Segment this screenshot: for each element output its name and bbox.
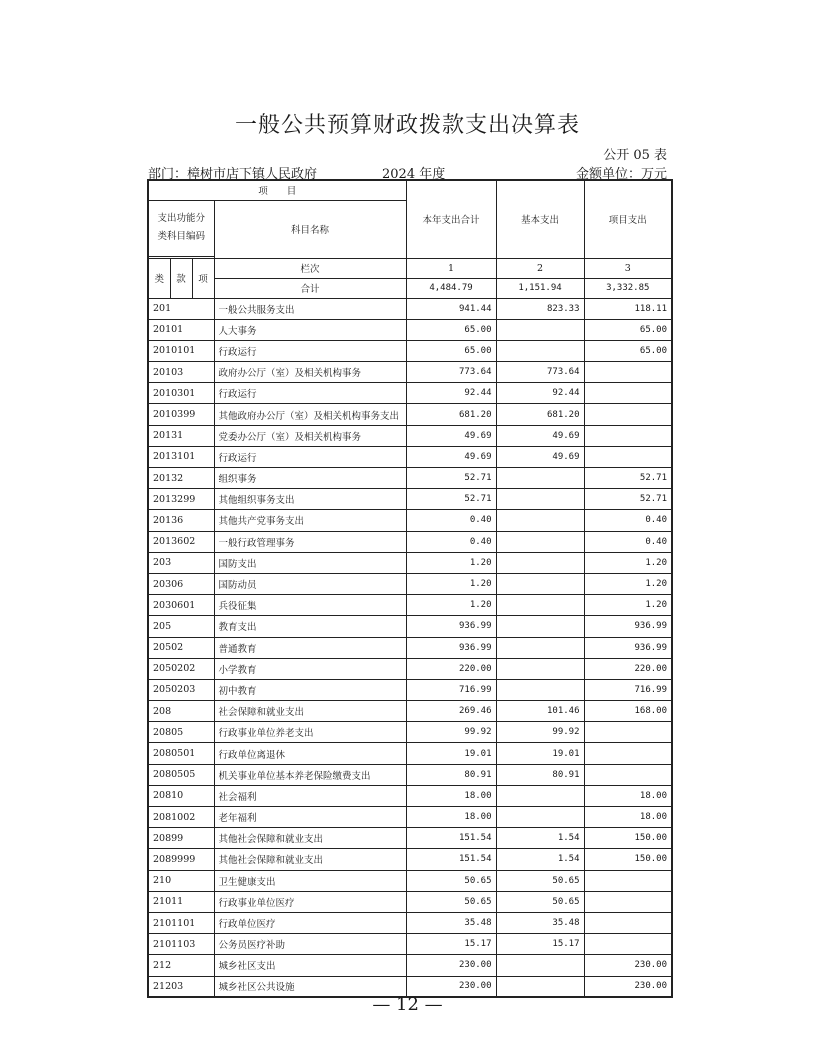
row-basic: 823.33 xyxy=(496,298,584,319)
row-subject-name: 行政单位离退休 xyxy=(214,743,406,764)
row-total: 49.69 xyxy=(406,446,496,467)
row-project xyxy=(584,870,672,891)
row-subject-name: 兵役征集 xyxy=(214,595,406,616)
row-basic: 92.44 xyxy=(496,383,584,404)
row-code: 205 xyxy=(148,616,214,637)
row-basic xyxy=(496,637,584,658)
row-total: 18.00 xyxy=(406,785,496,806)
row-subject-name: 人大事务 xyxy=(214,319,406,340)
table-row xyxy=(148,679,672,700)
row-project xyxy=(584,934,672,955)
row-basic xyxy=(496,489,584,510)
row-basic: 80.91 xyxy=(496,764,584,785)
header-col3: 3 xyxy=(584,258,672,278)
row-subject-name: 国防支出 xyxy=(214,552,406,573)
row-total: 230.00 xyxy=(406,955,496,976)
table-row xyxy=(148,828,672,849)
table-row xyxy=(148,701,672,722)
row-total: 50.65 xyxy=(406,891,496,912)
row-subject-name: 组织事务 xyxy=(214,468,406,489)
row-subject-name: 教育支出 xyxy=(214,616,406,637)
row-total: 0.40 xyxy=(406,510,496,531)
row-subject-name: 社会福利 xyxy=(214,785,406,806)
row-total: 49.69 xyxy=(406,425,496,446)
row-subject-name: 社会保障和就业支出 xyxy=(214,701,406,722)
row-subject-name: 小学教育 xyxy=(214,658,406,679)
table-row xyxy=(148,764,672,785)
row-code: 20101 xyxy=(148,319,214,340)
row-basic: 50.65 xyxy=(496,891,584,912)
fiscal-year: 2024 年度 xyxy=(382,167,446,182)
row-total: 92.44 xyxy=(406,383,496,404)
row-basic: 49.69 xyxy=(496,425,584,446)
row-basic xyxy=(496,552,584,573)
row-subject-name: 公务员医疗补助 xyxy=(214,934,406,955)
row-subject-name: 行政单位医疗 xyxy=(214,912,406,933)
table-row xyxy=(148,510,672,531)
row-subject-name: 其他社会保障和就业支出 xyxy=(214,849,406,870)
row-code: 20805 xyxy=(148,722,214,743)
table-row xyxy=(148,573,672,594)
row-total: 269.46 xyxy=(406,701,496,722)
row-project: 936.99 xyxy=(584,637,672,658)
row-code: 21011 xyxy=(148,891,214,912)
header-kuan: 款 xyxy=(170,258,192,298)
table-row xyxy=(148,468,672,489)
table-row xyxy=(148,807,672,828)
total-row-total: 4,484.79 xyxy=(406,278,496,298)
row-project: 168.00 xyxy=(584,701,672,722)
table-row xyxy=(148,531,672,552)
header-subject-name: 科目名称 xyxy=(214,200,406,258)
row-total: 80.91 xyxy=(406,764,496,785)
row-subject-name: 一般公共服务支出 xyxy=(214,298,406,319)
row-basic: 15.17 xyxy=(496,934,584,955)
row-basic xyxy=(496,807,584,828)
row-project xyxy=(584,743,672,764)
row-code: 2010101 xyxy=(148,340,214,361)
table-row xyxy=(148,722,672,743)
row-basic xyxy=(496,955,584,976)
row-basic: 101.46 xyxy=(496,701,584,722)
row-project xyxy=(584,912,672,933)
table-row xyxy=(148,934,672,955)
row-subject-name: 机关事业单位基本养老保险缴费支出 xyxy=(214,764,406,785)
row-total: 773.64 xyxy=(406,362,496,383)
header-col2: 2 xyxy=(496,258,584,278)
row-total: 936.99 xyxy=(406,637,496,658)
row-subject-name: 行政运行 xyxy=(214,383,406,404)
row-basic xyxy=(496,616,584,637)
table-row xyxy=(148,849,672,870)
row-subject-name: 一般行政管理事务 xyxy=(214,531,406,552)
row-project: 18.00 xyxy=(584,785,672,806)
row-total: 15.17 xyxy=(406,934,496,955)
row-project: 65.00 xyxy=(584,319,672,340)
row-project xyxy=(584,722,672,743)
row-subject-name: 城乡社区支出 xyxy=(214,955,406,976)
table-row xyxy=(148,891,672,912)
table-row xyxy=(148,446,672,467)
header-xiang: 项 xyxy=(192,258,214,298)
row-total: 65.00 xyxy=(406,319,496,340)
header-lanci: 栏次 xyxy=(214,258,406,278)
table-row xyxy=(148,404,672,425)
row-project: 230.00 xyxy=(584,955,672,976)
row-code: 201 xyxy=(148,298,214,319)
row-subject-name: 行政事业单位医疗 xyxy=(214,891,406,912)
row-code: 20899 xyxy=(148,828,214,849)
row-basic xyxy=(496,468,584,489)
row-total: 52.71 xyxy=(406,468,496,489)
row-total: 716.99 xyxy=(406,679,496,700)
row-subject-name: 老年福利 xyxy=(214,807,406,828)
table-row xyxy=(148,298,672,319)
row-project: 18.00 xyxy=(584,807,672,828)
row-code: 2030601 xyxy=(148,595,214,616)
header-total: 本年支出合计 xyxy=(406,180,496,258)
table-row xyxy=(148,489,672,510)
row-subject-name: 行政运行 xyxy=(214,446,406,467)
row-code: 208 xyxy=(148,701,214,722)
header-func-code: 支出功能分类科目编码 xyxy=(148,200,214,256)
row-total: 941.44 xyxy=(406,298,496,319)
row-subject-name: 城乡社区公共设施 xyxy=(214,976,406,997)
row-code: 20136 xyxy=(148,510,214,531)
row-project: 0.40 xyxy=(584,510,672,531)
row-code: 2101101 xyxy=(148,912,214,933)
row-total: 1.20 xyxy=(406,552,496,573)
row-total: 50.65 xyxy=(406,870,496,891)
row-project xyxy=(584,383,672,404)
row-subject-name: 政府办公厅（室）及相关机构事务 xyxy=(214,362,406,383)
row-code: 20810 xyxy=(148,785,214,806)
row-total: 1.20 xyxy=(406,573,496,594)
table-row xyxy=(148,870,672,891)
row-basic xyxy=(496,510,584,531)
row-code: 20131 xyxy=(148,425,214,446)
document-title: 一般公共预算财政拨款支出决算表 xyxy=(234,113,580,138)
row-total: 1.20 xyxy=(406,595,496,616)
row-code: 2101103 xyxy=(148,934,214,955)
row-subject-name: 其他组织事务支出 xyxy=(214,489,406,510)
row-code: 203 xyxy=(148,552,214,573)
row-code: 2089999 xyxy=(148,849,214,870)
row-project: 52.71 xyxy=(584,489,672,510)
table-row xyxy=(148,785,672,806)
row-project: 150.00 xyxy=(584,849,672,870)
table-row xyxy=(148,637,672,658)
row-total: 65.00 xyxy=(406,340,496,361)
row-project: 150.00 xyxy=(584,828,672,849)
table-row xyxy=(148,912,672,933)
row-total: 35.48 xyxy=(406,912,496,933)
row-code: 20132 xyxy=(148,468,214,489)
page-number: — 12 — xyxy=(372,994,443,1015)
row-subject-name: 行政事业单位养老支出 xyxy=(214,722,406,743)
row-total: 681.20 xyxy=(406,404,496,425)
row-code: 2081002 xyxy=(148,807,214,828)
row-code: 210 xyxy=(148,870,214,891)
table-row xyxy=(148,743,672,764)
row-project: 0.40 xyxy=(584,531,672,552)
row-basic: 1.54 xyxy=(496,849,584,870)
row-project: 118.11 xyxy=(584,298,672,319)
row-total: 99.92 xyxy=(406,722,496,743)
row-project: 65.00 xyxy=(584,340,672,361)
row-total: 230.00 xyxy=(406,976,496,997)
row-basic: 50.65 xyxy=(496,870,584,891)
row-subject-name: 国防动员 xyxy=(214,573,406,594)
row-project: 230.00 xyxy=(584,976,672,997)
row-basic: 49.69 xyxy=(496,446,584,467)
row-total: 52.71 xyxy=(406,489,496,510)
row-basic xyxy=(496,340,584,361)
row-total: 18.00 xyxy=(406,807,496,828)
form-number: 公开 05 表 xyxy=(603,148,667,163)
row-project: 220.00 xyxy=(584,658,672,679)
row-total: 220.00 xyxy=(406,658,496,679)
header-col1: 1 xyxy=(406,258,496,278)
row-basic xyxy=(496,679,584,700)
row-project: 1.20 xyxy=(584,552,672,573)
row-subject-name: 行政运行 xyxy=(214,340,406,361)
total-row-project: 3,332.85 xyxy=(584,278,672,298)
row-project xyxy=(584,404,672,425)
header-basic: 基本支出 xyxy=(496,180,584,258)
row-basic: 19.01 xyxy=(496,743,584,764)
row-subject-name: 党委办公厅（室）及相关机构事务 xyxy=(214,425,406,446)
department-label: 部门：樟树市店下镇人民政府 xyxy=(148,167,318,182)
row-project xyxy=(584,446,672,467)
header-project-exp: 项目支出 xyxy=(584,180,672,258)
row-subject-name: 其他共产党事务支出 xyxy=(214,510,406,531)
row-subject-name: 其他政府办公厅（室）及相关机构事务支出 xyxy=(214,404,406,425)
row-subject-name: 卫生健康支出 xyxy=(214,870,406,891)
row-project: 936.99 xyxy=(584,616,672,637)
header-lei: 类 xyxy=(148,258,170,298)
row-code: 2080501 xyxy=(148,743,214,764)
row-code: 212 xyxy=(148,955,214,976)
row-code: 2010399 xyxy=(148,404,214,425)
row-total: 19.01 xyxy=(406,743,496,764)
row-code: 20502 xyxy=(148,637,214,658)
row-total: 0.40 xyxy=(406,531,496,552)
row-code: 20103 xyxy=(148,362,214,383)
row-code: 2013299 xyxy=(148,489,214,510)
amount-unit: 金额单位：万元 xyxy=(575,167,667,182)
row-code: 2050202 xyxy=(148,658,214,679)
table-row xyxy=(148,340,672,361)
row-basic xyxy=(496,531,584,552)
total-row-label: 合计 xyxy=(214,278,406,298)
table-row xyxy=(148,616,672,637)
row-code: 2050203 xyxy=(148,679,214,700)
row-basic xyxy=(496,595,584,616)
header-project: 项 目 xyxy=(148,180,406,200)
row-subject-name: 初中教育 xyxy=(214,679,406,700)
row-basic xyxy=(496,319,584,340)
row-basic: 681.20 xyxy=(496,404,584,425)
row-subject-name: 普通教育 xyxy=(214,637,406,658)
row-basic: 773.64 xyxy=(496,362,584,383)
row-basic: 1.54 xyxy=(496,828,584,849)
row-subject-name: 其他社会保障和就业支出 xyxy=(214,828,406,849)
table-row xyxy=(148,362,672,383)
row-total: 936.99 xyxy=(406,616,496,637)
row-code: 20306 xyxy=(148,573,214,594)
row-project: 716.99 xyxy=(584,679,672,700)
row-total: 151.54 xyxy=(406,849,496,870)
row-project xyxy=(584,362,672,383)
row-basic xyxy=(496,658,584,679)
row-code: 2013101 xyxy=(148,446,214,467)
row-project: 1.20 xyxy=(584,595,672,616)
table-row xyxy=(148,552,672,573)
table-row xyxy=(148,595,672,616)
total-row-basic: 1,151.94 xyxy=(496,278,584,298)
row-basic: 99.92 xyxy=(496,722,584,743)
row-project: 52.71 xyxy=(584,468,672,489)
table-row xyxy=(148,425,672,446)
table-row xyxy=(148,383,672,404)
table-row xyxy=(148,658,672,679)
row-project xyxy=(584,891,672,912)
row-basic xyxy=(496,573,584,594)
row-basic: 35.48 xyxy=(496,912,584,933)
row-project xyxy=(584,425,672,446)
row-total: 151.54 xyxy=(406,828,496,849)
expenditure-table xyxy=(147,179,673,998)
row-code: 2013602 xyxy=(148,531,214,552)
row-project xyxy=(584,764,672,785)
row-code: 2080505 xyxy=(148,764,214,785)
row-basic xyxy=(496,785,584,806)
table-row xyxy=(148,319,672,340)
row-project: 1.20 xyxy=(584,573,672,594)
row-code: 2010301 xyxy=(148,383,214,404)
row-code: 21203 xyxy=(148,976,214,997)
table-row xyxy=(148,955,672,976)
